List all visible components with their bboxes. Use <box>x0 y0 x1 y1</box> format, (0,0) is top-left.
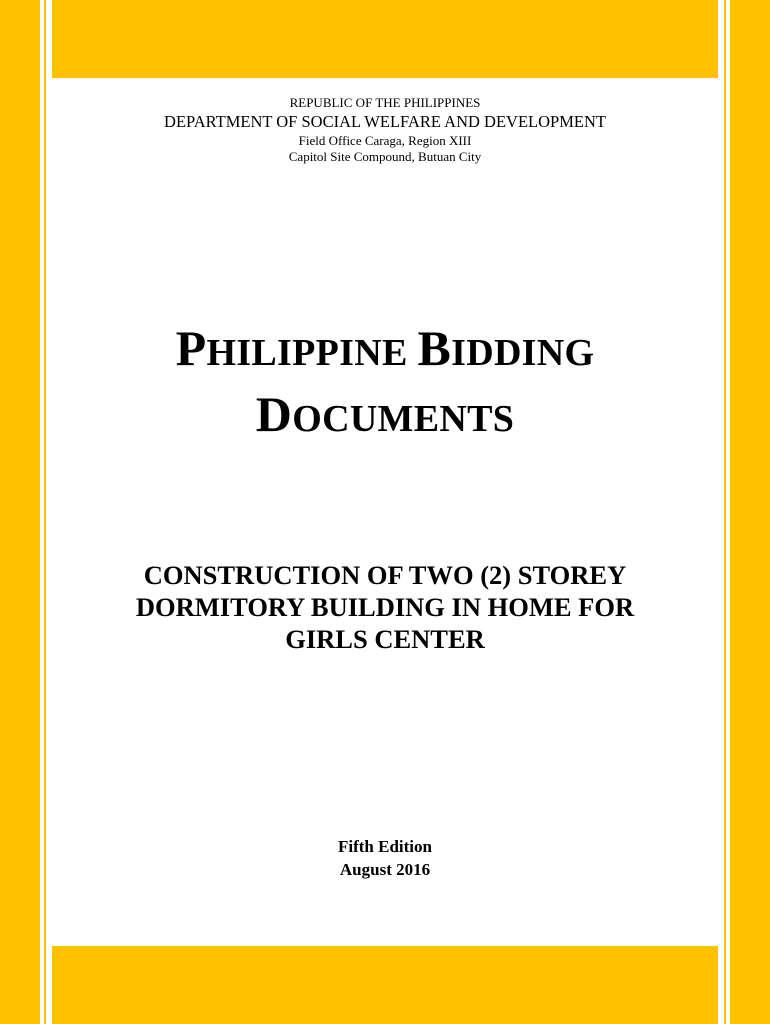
title-part-ocuments: OCUMENTS <box>292 398 515 440</box>
right-gold-rule <box>724 0 726 1024</box>
edition-label: Fifth Edition <box>338 837 432 856</box>
document-title-line-2 <box>52 382 718 459</box>
edition-date: August 2016 <box>339 860 431 879</box>
title-initial-b: B <box>417 320 452 376</box>
title-initial-p: P <box>175 320 207 376</box>
header-department: DEPARTMENT OF SOCIAL WELFARE AND DEVELOPMENT <box>164 112 606 131</box>
header-field-office: Field Office Caraga, Region XIII <box>298 133 472 148</box>
header-address: Capitol Site Compound, Butuan City <box>288 149 482 164</box>
left-gold-rule <box>44 0 46 1024</box>
project-title-line-2: DORMITORY BUILDING IN HOME FOR <box>135 592 635 622</box>
title-initial-d: D <box>255 386 293 442</box>
title-part-idding: IDDING <box>451 332 595 374</box>
header-republic: REPUBLIC OF THE PHILIPPINES <box>289 95 481 110</box>
project-title-line-3: GIRLS CENTER <box>285 624 485 654</box>
right-gold-margin <box>730 0 770 1024</box>
top-gold-band <box>52 0 718 78</box>
left-gold-margin <box>0 0 40 1024</box>
project-title-line-1: CONSTRUCTION OF TWO (2) STOREY <box>143 560 627 590</box>
bottom-gold-band <box>52 946 718 1024</box>
title-part-hilippine: HILIPPINE <box>206 332 418 374</box>
